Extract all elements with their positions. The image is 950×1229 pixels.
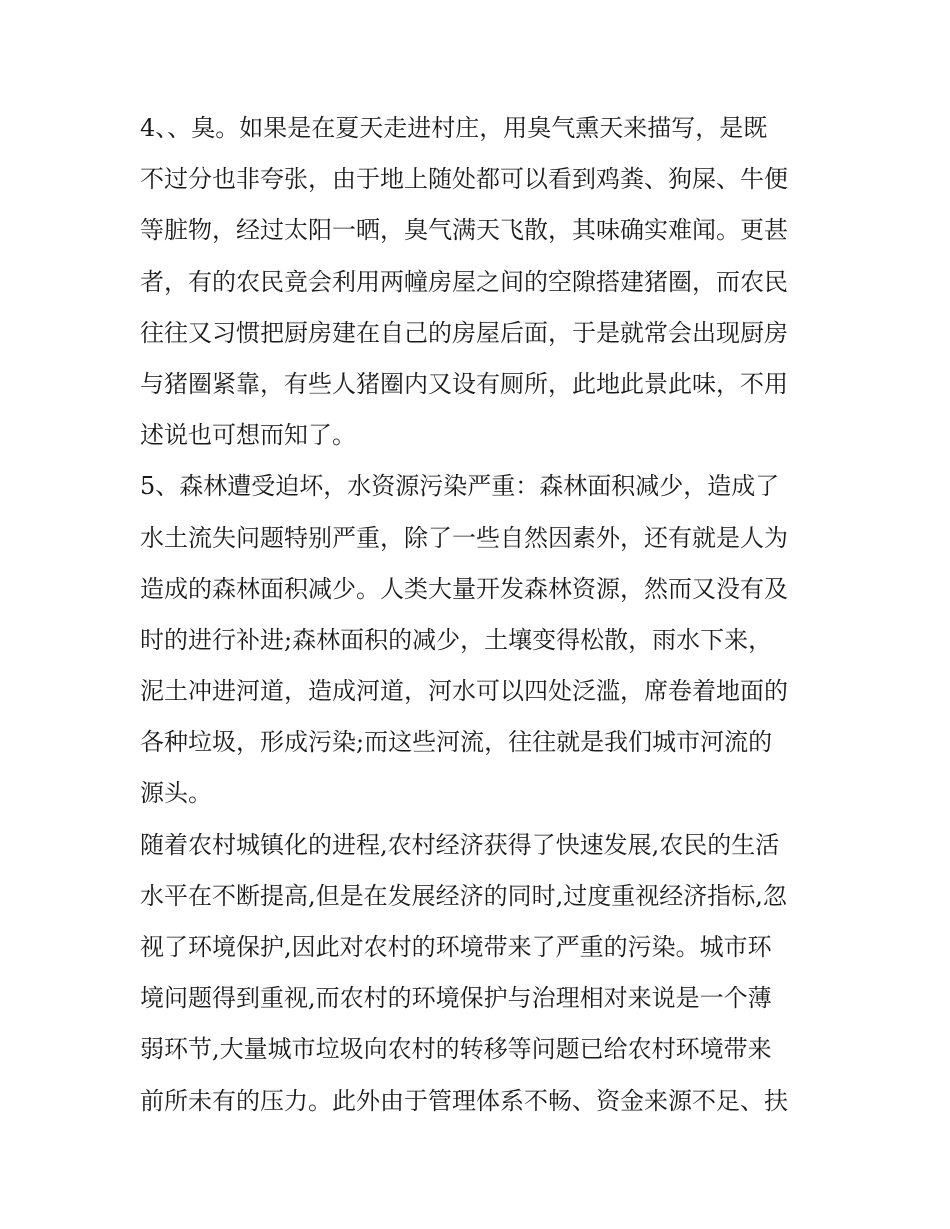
- text-line: 与猪圈紧靠，有些人猪圈内又设有厕所，此地此景此味，不用: [140, 369, 788, 398]
- text-line: 造成的森林面积减少。人类大量开发森林资源，然而又没有及: [140, 574, 788, 603]
- text-line: 弱环节,大量城市垃圾向农村的转移等问题已给农村环境带来: [140, 1035, 772, 1064]
- text-line: 前所未有的压力。此外由于管理体系不畅、资金来源不足、扶: [140, 1086, 788, 1115]
- text-line: 水土流失问题特别严重，除了一些自然因素外，还有就是人为: [140, 523, 788, 552]
- text-line: 源头。: [140, 779, 212, 808]
- text-line: 时的进行补进;森林面积的减少，土壤变得松散，雨水下来，: [140, 625, 773, 654]
- text-line: 往往又习惯把厨房建在自己的房屋后面，于是就常会出现厨房: [140, 318, 788, 347]
- text-line: 视了环境保护,因此对农村的环境带来了严重的污染。城市环: [140, 933, 772, 961]
- text-line: 水平在不断提高,但是在发展经济的同时,过度重视经济指标,忽: [140, 881, 787, 910]
- text-line: 随着农村城镇化的进程,农村经济获得了快速发展,农民的生活: [140, 830, 780, 859]
- text-line: 4、、臭。如果是在夏天走进村庄，用臭气熏天来描写，是既: [140, 114, 768, 142]
- text-line: 5、森林遭受迫坏，水资源污染严重：森林面积减少，造成了: [140, 472, 780, 501]
- text-line: 各种垃圾，形成污染;而这些河流，往往就是我们城市河流的: [140, 728, 773, 757]
- text-line: 等脏物，经过太阳一晒，臭气满天飞散，其味确实难闻。更甚: [140, 216, 788, 245]
- text-line: 者，有的农民竟会利用两幢房屋之间的空隙搭建猪圈，而农民: [140, 267, 788, 296]
- text-line: 不过分也非夸张，由于地上随处都可以看到鸡粪、狗屎、牛便: [140, 165, 788, 194]
- document-body: [140, 103, 820, 1127]
- text-line: 述说也可想而知了。: [140, 421, 356, 450]
- text-line: 境问题得到重视,而农村的环境保护与治理相对来说是一个薄: [140, 984, 772, 1013]
- text-line: 泥土冲进河道，造成河道，河水可以四处泛滥，席卷着地面的: [140, 677, 788, 706]
